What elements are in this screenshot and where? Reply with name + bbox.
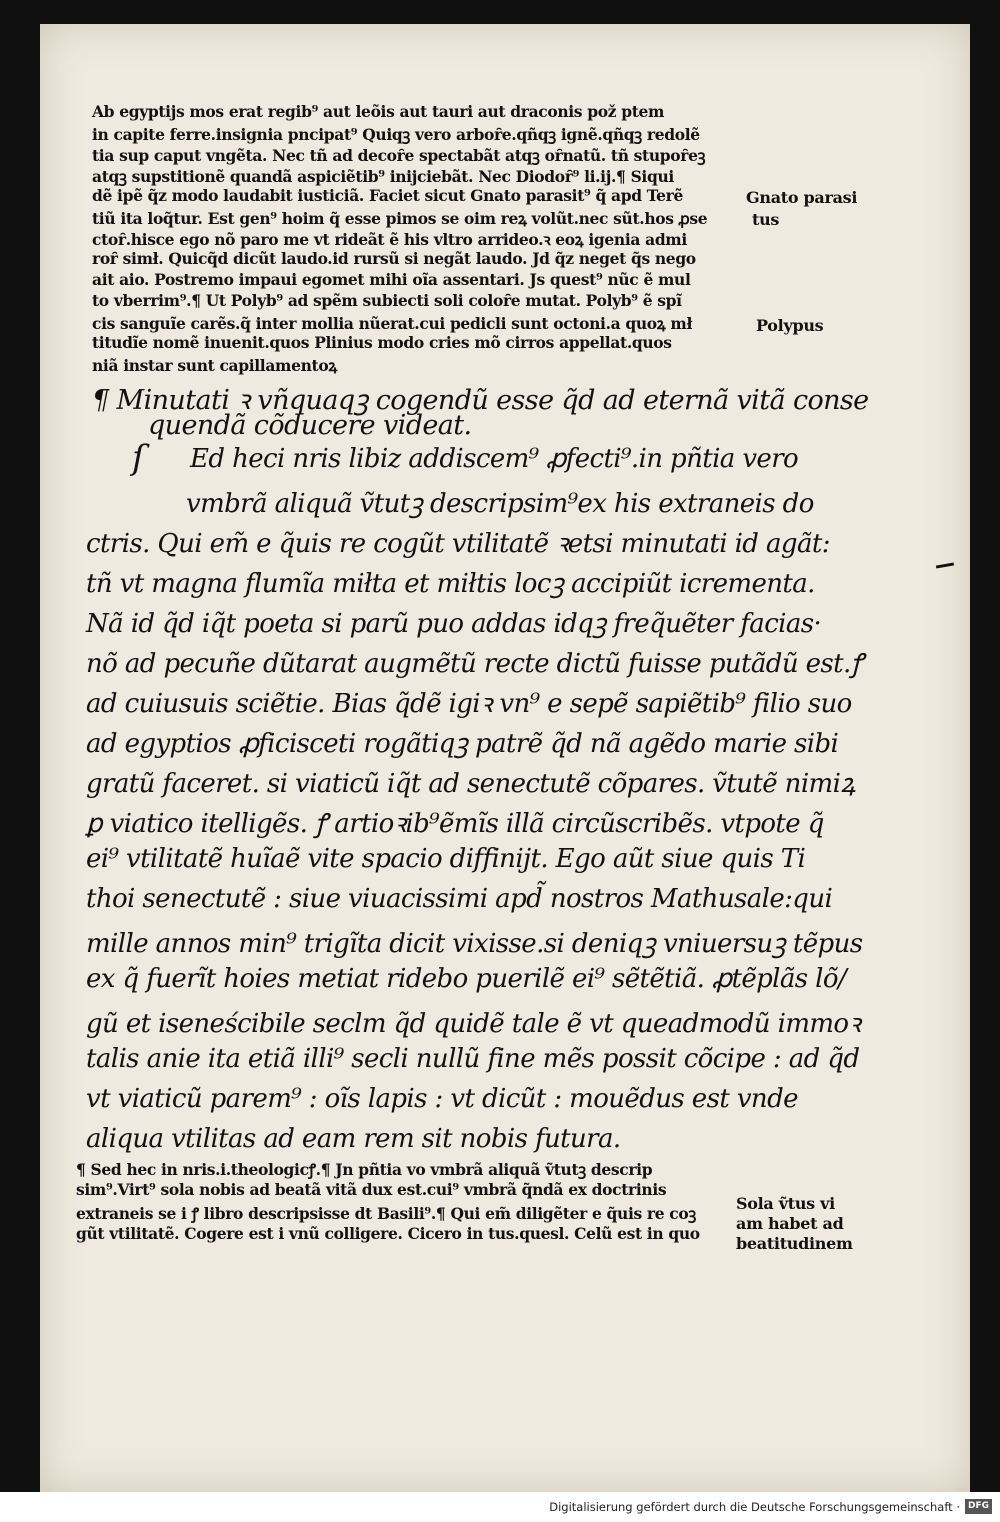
margin-note-sola-1: Sola ṽtus vi bbox=[736, 1194, 835, 1213]
margin-note-gnato-1: Gnato parasi bbox=[746, 188, 858, 207]
text-line: tñ vt magna flumĩa miłta et miłtis locꝫ accipiũt icrementa. bbox=[86, 569, 815, 599]
book-page bbox=[40, 24, 970, 1492]
text-line: niã instar sunt capillamentoꝝ bbox=[92, 356, 337, 375]
footer-bar bbox=[0, 1492, 1000, 1522]
text-line: thoi senectutẽ : siue viuacissimi apd̃ nostros Mathusale:qui bbox=[86, 884, 833, 914]
margin-note-polypus: Polypus bbox=[756, 316, 824, 335]
text-line: titudĩe nomẽ inuenit.quos Plinius modo cries mõ cirros appellat.quos bbox=[92, 333, 672, 352]
text-line: ait aio. Postremo impaui egomet mihi oĩa assentari. Js quest⁹ nũc ẽ mul bbox=[92, 270, 691, 289]
text-line: atqꝫ supstitionẽ quandã aspiciẽtib⁹ inijciebãt. Nec Diodoȓ⁹ li.ij.¶ Siqui bbox=[92, 167, 674, 186]
footer-credit: Digitalisierung gefördert durch die Deutsche Forschungsgemeinschaft · bbox=[549, 1500, 960, 1514]
text-line: nõ ad pecuñe dũtarat augmẽtũ recte dictũ fuisse putãdũ est.ꝭ bbox=[86, 649, 863, 679]
text-line: ex q̃ fuerĩt hoies metiat ridebo puerilẽ ei⁹ sẽtẽtiã. ꝓtẽplãs lõ/ bbox=[86, 964, 847, 994]
dfg-logo: DFG bbox=[965, 1499, 992, 1514]
text-line: in capite ferre.insignia pncipat⁹ Quiqꝫ vero arboȓe.qñqꝫ ignẽ.qñqꝫ redolẽ bbox=[92, 125, 700, 144]
text-line: ei⁹ vtilitatẽ huĩaẽ vite spacio diffinijt. Ego aũt siue quis Ti bbox=[86, 844, 806, 874]
text-line: ctris. Qui em̃ e q̃uis re cogũt vtilitatẽ ꝛetsi minutati id agãt: bbox=[86, 529, 830, 559]
chapter-heading-1: ¶ Minutati ꝛ vñquaqꝫ cogendũ esse q̃d ad eternã vitã conse bbox=[92, 385, 869, 416]
text-line: cis sanguĩe carẽs.q̃ inter mollia nũerat.cui pedicli sunt octoni.a quoꝝ mł bbox=[92, 314, 693, 333]
text-line: extraneis se i ꝭ libro descripsisse dt Basili⁹.¶ Qui em̃ diligẽter e q̃uis re coꝫ bbox=[76, 1204, 696, 1223]
text-line: to vberrim⁹.¶ Ut Polyb⁹ ad spẽm subiecti soli coloȓe mutat. Polyb⁹ ẽ spĩ bbox=[92, 291, 682, 310]
text-line: dẽ ipẽ q̃z modo laudabit iusticiã. Faciet sicut Gnato parasit⁹ q̃ apd Terẽ bbox=[92, 186, 683, 205]
text-line: roȓ simł. Quicq̃d dicũt laudo.id rursũ si negãt laudo. Jd q̃z neget q̃s nego bbox=[92, 249, 696, 268]
text-line: talis anie ita etiã illi⁹ secli nullũ fine mẽs possit cõcipe : ad q̃d bbox=[86, 1044, 860, 1074]
ink-mark bbox=[936, 562, 954, 568]
text-line: Ab egyptijs mos erat regib⁹ aut leõis aut tauri aut draconis pož ptem bbox=[92, 102, 665, 121]
text-line: tia sup caput vngẽta. Nec tñ ad decoȓe spectabãt atqꝫ oȓnatũ. tñ stupoȓeꝫ bbox=[92, 146, 706, 165]
margin-note-gnato-2: tus bbox=[752, 210, 780, 229]
text-line: ad egyptios ꝓficisceti rogãtiqꝫ patrẽ q̃d nã agẽdo marie sibi bbox=[86, 729, 839, 759]
text-line: vt viaticũ parem⁹ : oĩs lapis : vt dicũt : mouẽdus est vnde bbox=[86, 1084, 798, 1114]
text-line: vmbrã aliquã ṽtutꝫ descripsim⁹ex his extraneis do bbox=[186, 489, 814, 519]
text-line: gũt vtilitatẽ. Cogere est i vnũ colligere. Cicero in tus.quesl. Celũ est in quo bbox=[76, 1224, 700, 1243]
text-line: Ed heci nris libiz addiscem⁹ ꝓfecti⁹.in pñtia vero bbox=[190, 444, 799, 474]
text-line: ad cuiusuis sciẽtie. Bias q̃dẽ igiꝛ vn⁹ e sepẽ sapiẽtib⁹ filio suo bbox=[86, 689, 852, 719]
chapter-heading-2: quendã cõducere videat. bbox=[148, 410, 472, 441]
text-line: sim⁹.Virt⁹ sola nobis ad beatã vitã dux est.cui⁹ vmbrã q̃ndã ex doctrinis bbox=[76, 1180, 667, 1199]
text-line: aliqua vtilitas ad eam rem sit nobis futura. bbox=[86, 1124, 621, 1154]
text-line: tiũ ita loq̃tur. Est gen⁹ hoim q̃ esse pimos se oim reꝝ volũt.nec sũt.hos ꝓse bbox=[92, 209, 708, 228]
text-line: mille annos min⁹ trigĩta dicit vixisse.si deniqꝫ vniuersuꝫ tẽpus bbox=[86, 929, 863, 959]
initial-letter: ſ bbox=[132, 438, 145, 478]
text-line: gratũ faceret. si viaticũ iq̃t ad senectutẽ cõpares. ṽtutẽ nimiꝝ bbox=[86, 769, 855, 799]
margin-note-sola-2: am habet ad bbox=[736, 1214, 844, 1233]
text-line: ꝑ viatico itelligẽs. ꝭ artioꝛib⁹ẽmĩs illã circũscribẽs. vtpote q̃ bbox=[86, 809, 824, 839]
text-line: gũ et iseneścibile seclm q̃d quidẽ tale ẽ vt queadmodũ immoꝛ bbox=[86, 1009, 861, 1039]
margin-note-sola-3: beatitudinem bbox=[736, 1234, 853, 1253]
text-line: ¶ Sed hec in nris.i.theologicꝭ.¶ Jn pñtia vo vmbrã aliquã ṽtutꝫ descrip bbox=[76, 1160, 653, 1179]
text-line: ctoȓ.hisce ego nõ paro me vt rideãt ẽ his vltro arrideo.ꝛ eoꝝ igenia admi bbox=[92, 230, 687, 249]
text-line: Nã id q̃d iq̃t poeta si parũ puo addas idqꝫ freq̃uẽter facias· bbox=[86, 609, 822, 639]
